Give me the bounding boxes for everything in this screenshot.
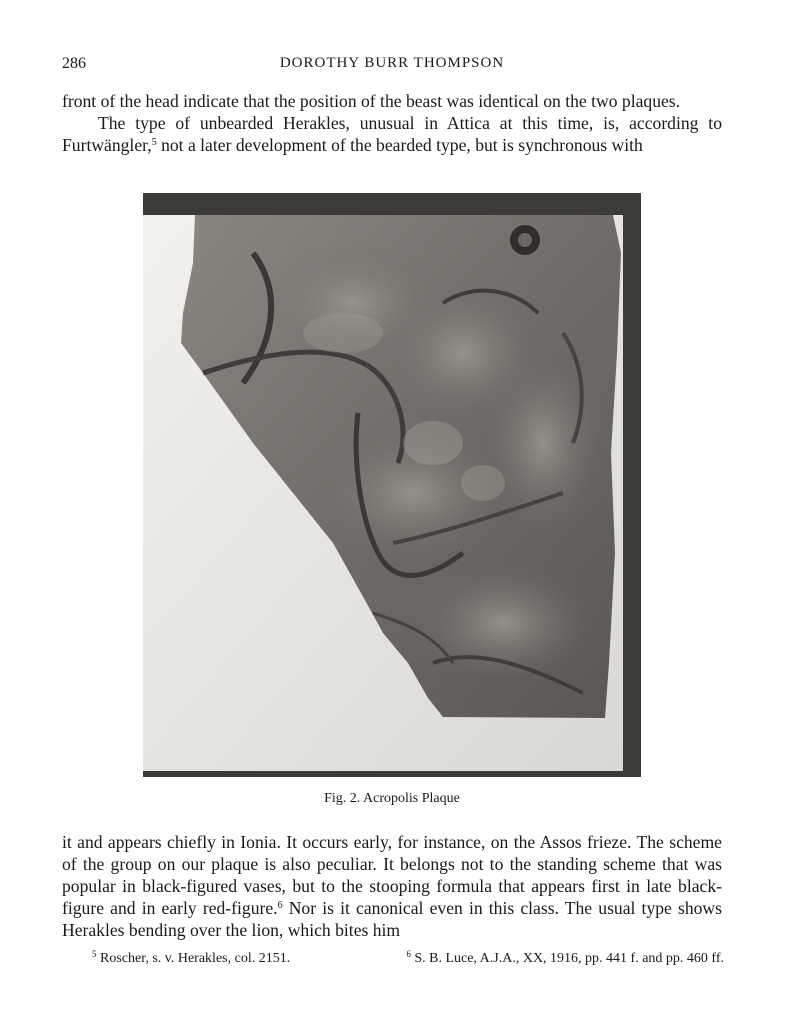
footnote-text: Roscher, s. v. Herakles, col. 2151. [96,951,291,966]
footnote-number: 6 [406,949,411,959]
paragraph-text: Nor is it canonical even in this class. The usual type shows Herakles bending over the lion, which bites him [62,898,722,940]
paragraph-text: The type of unbearded Herakles, unusual in Attica at this time, is, according to Furtwängler, [62,113,722,155]
footnote-ref-6[interactable]: 6 [277,900,283,911]
footnote-5 [92,951,290,967]
paragraph-text: not a later development of the bearded type, but is synchronous with [156,135,643,155]
footnote-6 [406,951,724,967]
footnote-text: S. B. Luce, A.J.A., XX, 1916, pp. 441 f. and pp. 460 ff. [410,951,724,966]
figure-acropolis-plaque [143,193,641,777]
relief-highlight [303,313,383,353]
relief-eye-center [518,233,532,247]
running-head: DOROTHY BURR THOMPSON [279,55,505,71]
relief-highlight [403,421,463,465]
footnote-number: 5 [92,949,97,959]
footnotes [92,951,724,971]
page-number: 286 [62,55,86,72]
relief-highlight [461,465,505,501]
relief-mane [483,353,603,533]
relief-legs [413,563,593,683]
body-text-bottom [62,831,722,941]
paragraph-text: it and appears chiefly in Ionia. It occurs early, for instance, on the Assos frieze. The scheme of the group on our plaque is also peculiar. It belongs not to the standing scheme that was popular in black-figured vases, but to the stooping formula that appears first in late black-figure and in early red-figure. [62,832,722,918]
figure-caption: Fig. 2. Acropolis Plaque [324,791,460,806]
paragraph-ionia [62,831,722,941]
body-text-top [62,90,722,156]
footnote-ref-5[interactable]: 5 [151,137,157,148]
page-header [62,55,722,77]
plaque-photograph [143,193,641,777]
paragraph-continued: front of the head indicate that the position of the beast was identical on the two plaques. [62,91,681,111]
paragraph-herakles [62,112,722,156]
